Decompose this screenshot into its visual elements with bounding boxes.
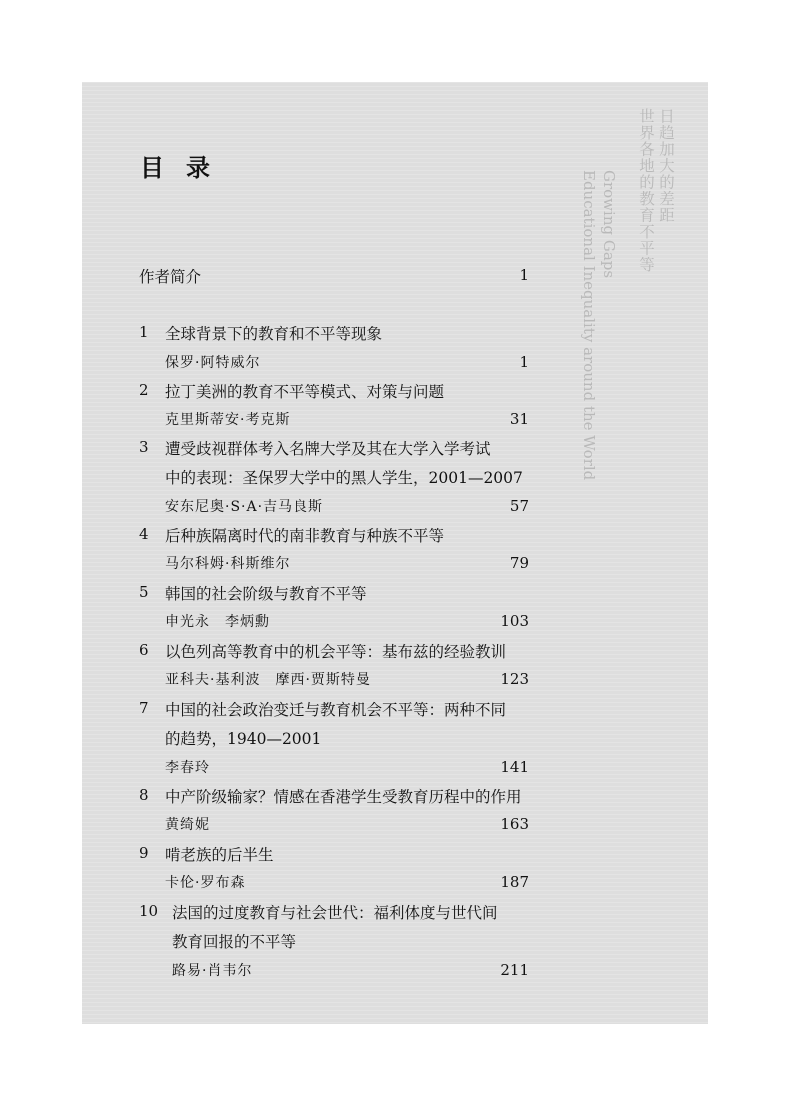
chapter-page-number: 187 bbox=[500, 873, 529, 891]
chapter-page-number: 79 bbox=[509, 554, 529, 572]
chapter-author: 安东尼奥·S·A·吉马良斯 bbox=[165, 499, 324, 515]
chapter-page-number: 57 bbox=[509, 497, 529, 515]
chapter-title-line[interactable]: 后种族隔离时代的南非教育与种族不平等 bbox=[165, 527, 445, 545]
chapter-author: 卡伦·罗布森 bbox=[165, 875, 246, 891]
chapter-title-line[interactable]: 拉丁美洲的教育不平等模式、对策与问题 bbox=[165, 383, 445, 401]
chapter-author: 李春玲 bbox=[165, 760, 210, 776]
intro-label[interactable]: 作者简介 bbox=[139, 268, 202, 286]
side-title-cn-line-1: 日趋加大的差距 bbox=[657, 108, 675, 224]
chapter-number: 7 bbox=[139, 699, 149, 717]
chapter-page-number: 123 bbox=[500, 670, 529, 688]
chapter-page-number: 31 bbox=[509, 410, 529, 428]
side-title-en-line-2: Educational Inequality around the World bbox=[580, 170, 598, 481]
chapter-number: 3 bbox=[139, 438, 149, 456]
chapter-page-number: 163 bbox=[500, 815, 529, 833]
side-title-chinese bbox=[636, 108, 676, 273]
chapter-number: 10 bbox=[139, 902, 159, 920]
chapter-author: 路易·肖韦尔 bbox=[172, 963, 253, 979]
chapter-page-number: 1 bbox=[519, 353, 529, 371]
chapter-author: 克里斯蒂安·考克斯 bbox=[165, 412, 291, 428]
chapter-title-line[interactable]: 中的表现：圣保罗大学中的黑人学生，2001—2007 bbox=[165, 469, 523, 487]
chapter-number: 5 bbox=[139, 583, 149, 601]
chapter-author: 申光永 李炳勳 bbox=[165, 614, 270, 630]
chapter-title-line[interactable]: 遭受歧视群体考入名牌大学及其在大学入学考试 bbox=[165, 440, 491, 458]
chapter-page-number: 103 bbox=[500, 612, 529, 630]
chapter-title-line[interactable]: 中国的社会政治变迁与教育机会不平等：两种不同 bbox=[165, 701, 507, 719]
chapter-title-line[interactable]: 以色列高等教育中的机会平等：基布兹的经验教训 bbox=[165, 643, 507, 661]
chapter-number: 9 bbox=[139, 844, 149, 862]
page-title: 目录 bbox=[140, 154, 232, 182]
side-title-cn-line-2: 世界各地的教育不平等 bbox=[637, 108, 655, 273]
chapter-title-line[interactable]: 教育回报的不平等 bbox=[172, 933, 297, 951]
chapter-number: 8 bbox=[139, 786, 149, 804]
chapter-page-number: 211 bbox=[500, 961, 529, 979]
chapter-number: 1 bbox=[139, 323, 149, 341]
chapter-author: 马尔科姆·科斯维尔 bbox=[165, 556, 291, 572]
chapter-author: 黄绮妮 bbox=[165, 817, 210, 833]
chapter-number: 2 bbox=[139, 381, 149, 399]
chapter-number: 6 bbox=[139, 641, 149, 659]
chapter-title-line[interactable]: 全球背景下的教育和不平等现象 bbox=[165, 325, 383, 343]
chapter-number: 4 bbox=[139, 525, 149, 543]
side-title-en-line-1: Growing Gaps bbox=[600, 170, 618, 279]
side-title-english bbox=[579, 170, 619, 480]
chapter-author: 保罗·阿特威尔 bbox=[165, 355, 261, 371]
chapter-title-line[interactable]: 中产阶级输家？情感在香港学生受教育历程中的作用 bbox=[165, 788, 522, 806]
chapter-title-line[interactable]: 啃老族的后半生 bbox=[165, 846, 274, 864]
chapter-author: 亚科夫·基利波 摩西·贾斯特曼 bbox=[165, 672, 371, 688]
chapter-title-line[interactable]: 的趋势，1940—2001 bbox=[165, 730, 322, 748]
intro-page: 1 bbox=[519, 266, 529, 284]
chapter-title-line[interactable]: 韩国的社会阶级与教育不平等 bbox=[165, 585, 367, 603]
chapter-page-number: 141 bbox=[500, 758, 529, 776]
chapter-title-line[interactable]: 法国的过度教育与社会世代：福利体度与世代间 bbox=[172, 904, 498, 922]
